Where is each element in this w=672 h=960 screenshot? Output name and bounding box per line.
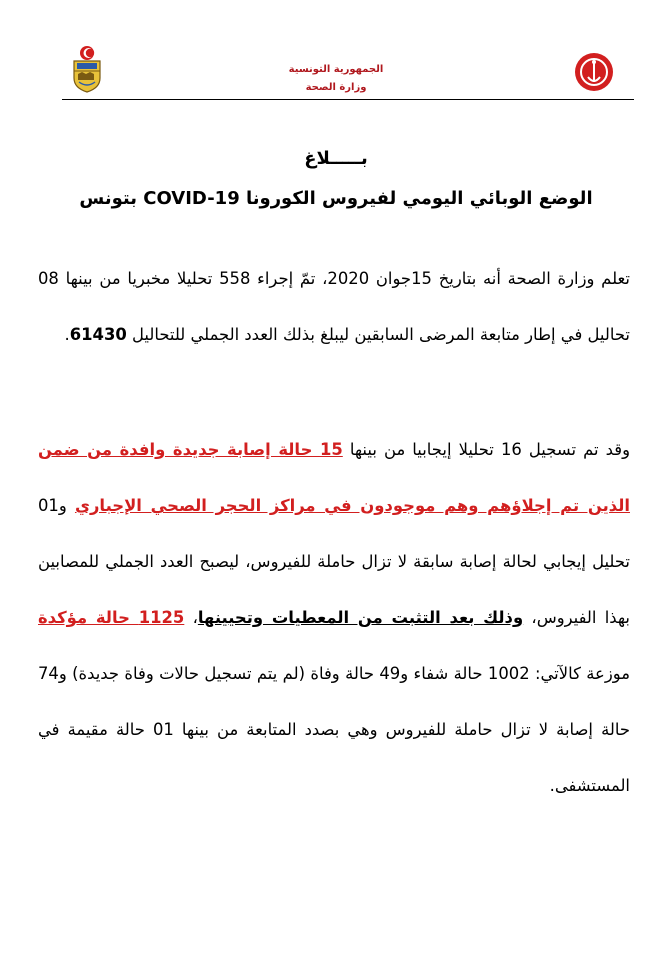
paragraph-cases (38, 422, 630, 814)
letterhead (0, 0, 672, 110)
paragraph-cases-breakdown: موزعة كالآتي: 1002 حالة شفاء و49 حالة وفاة (لم يتم تسجيل حالات وفاة جديدة) و74 حالة إصابة لا تزال حاملة للفيروس وهي بصدد المتابعة من بينها 01 حالة مقيمة في المستشفى. (38, 664, 630, 795)
paragraph-tests-text: تعلم وزارة الصحة أنه بتاريخ 15جوان 2020، تمّ إجراء 558 تحليلا مخبريا من بينها 08 تحاليل في إطار متابعة المرضى السابقين ليبلغ بذلك العدد الجملي للتحاليل (38, 269, 630, 344)
data-verification-note: وذلك بعد التثبت من المعطيات وتحيينها (197, 608, 524, 627)
paragraph-cases-intro: وقد تم تسجيل 16 تحليلا إيجابيا من بينها (342, 440, 631, 459)
paragraph-end: . (64, 325, 70, 344)
header-divider (62, 99, 634, 100)
country-name: الجمهورية التونسية (288, 64, 384, 75)
headline: الوضع الوبائي اليومي لفيروس الكورونا COVID-19 بتونس (79, 188, 593, 209)
notice-title: بـــــلاغ (304, 148, 368, 169)
paragraph-tests (38, 251, 630, 363)
ministry-name: وزارة الصحة (305, 82, 367, 93)
separator-comma: ، (184, 608, 198, 627)
new-imported-cases-highlight: 15 حالة إصابة جديدة وافدة من ضمن الذين تم إجلاؤهم وهم موجودون في مراكز الحجر الصحي الإجباري (38, 440, 630, 515)
total-tests-value: 61430 (69, 325, 127, 344)
paragraph-cases-middle: و01 تحليل إيجابي لحالة إصابة سابقة لا تزال حاملة للفيروس، ليصبح العدد الجملي للمصابين بهذا الفيروس، (38, 496, 630, 627)
confirmed-cases-highlight: 1125 حالة مؤكدة (38, 608, 185, 627)
